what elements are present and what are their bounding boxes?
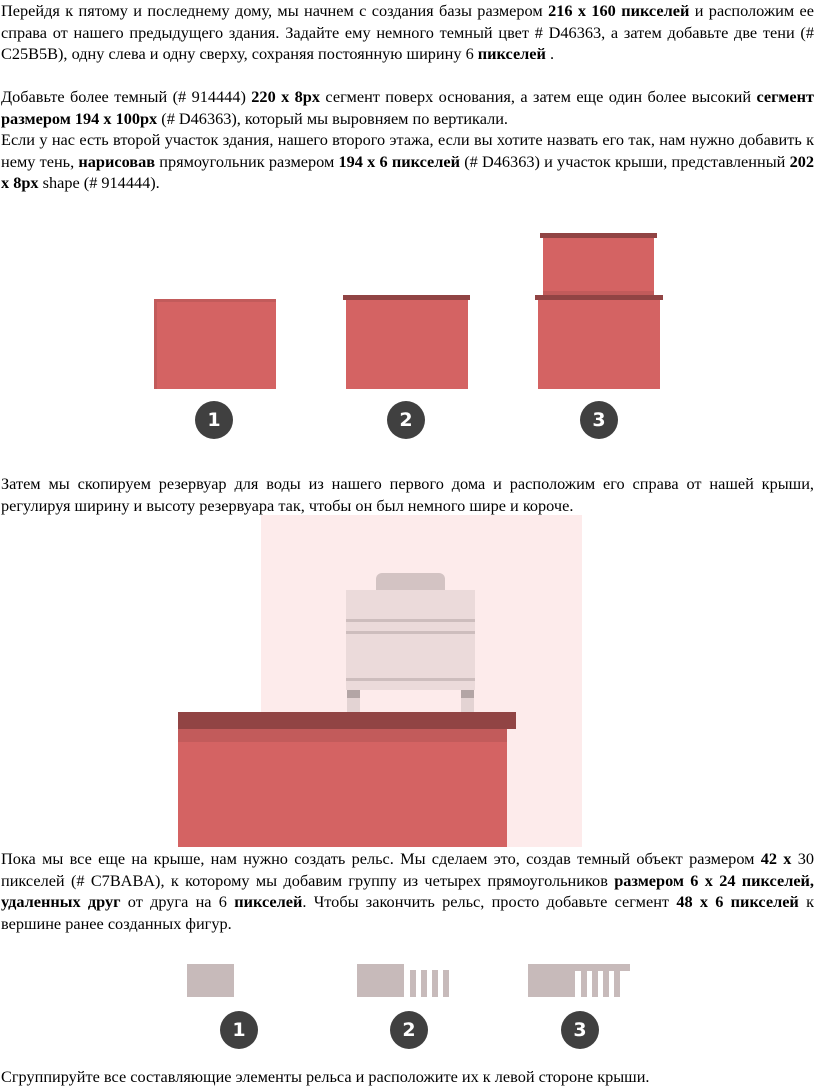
text-run: Перейдя к пятому и последнему дому, мы начнем с создания базы размером	[1, 1, 549, 20]
bold-text-run: 42 x	[760, 849, 792, 868]
tank-stripe	[346, 619, 475, 622]
rail-step2-block	[357, 964, 404, 997]
step-number-badge: 2	[387, 401, 425, 439]
text-run: shape (# 914444).	[38, 173, 160, 192]
paragraph-group-rail	[1, 1066, 814, 1088]
step1-base-shadow-left	[154, 299, 157, 389]
bold-text-run: 220 x 8px	[251, 87, 321, 106]
paragraph-second-floor	[1, 129, 814, 194]
bold-text-run: сегмент размером 194 x 100px	[1, 87, 814, 128]
rail-step2-bar	[443, 970, 449, 997]
text-run: сегмент поверх основания, а затем еще один более высокий	[320, 87, 757, 106]
tank-leg-left-joint	[347, 690, 360, 698]
step-number-badge: 2	[390, 1011, 428, 1049]
rail-step2-bar	[410, 970, 416, 997]
step-number-badge: 1	[195, 401, 233, 439]
text-run: Пока мы все еще на крыше, нам нужно создать рельс. Мы сделаем это, создав темный объект размером	[1, 849, 761, 868]
roof-segment	[178, 712, 516, 729]
text-run: Затем мы скопируем резервуар для воды из нашего первого дома и расположим его справа от нашей крыши, регулируя ширину и высоту резервуара так, чтобы он был немного шире и короче.	[1, 474, 814, 515]
bold-text-run: нарисовав	[78, 151, 156, 171]
paragraph-roof-segment	[1, 86, 814, 129]
text-run: (# D46363) и участок крыши, представленный	[460, 151, 790, 171]
text-run: .	[545, 44, 555, 63]
bold-text-run: пикселей	[234, 892, 303, 911]
rail-step3-block	[528, 964, 575, 997]
step-number-badge: 1	[220, 1011, 258, 1049]
text-run: прямоугольник размером	[155, 151, 339, 171]
bold-text-run: 48 x 6 пикселей	[676, 892, 799, 911]
rail-step3-bar	[614, 970, 620, 997]
rail-step2-bar	[421, 970, 427, 997]
paragraph-rail	[1, 848, 814, 934]
text-run: от друга на 6	[120, 892, 235, 911]
upper-floor	[178, 742, 507, 847]
rail-step1-block	[187, 964, 234, 997]
text-run: Сгруппируйте все составляющие элементы рельса и расположите их к левой стороне крыши.	[1, 1067, 650, 1086]
rail-step3-bar	[603, 970, 609, 997]
tank-body	[346, 590, 475, 690]
tank-lid	[376, 573, 445, 591]
tank-leg-right-joint	[461, 690, 474, 698]
text-run: 30 пикселей (# C7BABA), к которому мы добавим группу из четырех прямоугольников	[1, 849, 814, 890]
tank-stripe	[346, 631, 475, 634]
step-number-badge: 3	[580, 401, 618, 439]
text-run: . Чтобы закончить рельс, просто добавьте сегмент	[302, 892, 677, 911]
bold-text-run: размером 6 x 24 пикселей, удаленных друг	[1, 870, 815, 911]
bold-text-run: пикселей	[477, 44, 546, 63]
text-run: Если у нас есть второй участок здания, нашего второго этажа, если вы хотите назвать его так, нам нужно добавить к нему тень,	[1, 130, 814, 171]
paragraph-water-tank	[1, 473, 814, 516]
tank-stripe	[346, 678, 475, 681]
rail-step3-bar	[581, 970, 587, 997]
step1-base	[154, 299, 276, 389]
step1-base-shadow-top	[154, 299, 276, 302]
step3-base	[538, 300, 660, 389]
text-run: к вершине ранее созданных фигур.	[1, 892, 814, 933]
rail-step2-bar	[432, 970, 438, 997]
step-number-badge: 3	[561, 1011, 599, 1049]
rail-step3-bar	[592, 970, 598, 997]
text-run: Добавьте более темный (# 914444)	[1, 87, 252, 106]
text-run: и расположим ее справа от нашего предыдущего здания. Задайте ему немного темный цвет # D46363, а затем добавьте две тени (# C25B5B), одну слева и одну сверху, сохраняя постоянную ширину 6	[1, 1, 814, 63]
upper-shadow	[178, 729, 507, 742]
step2-base	[346, 300, 468, 389]
bold-text-run: 216 x 160 пикселей	[548, 1, 690, 20]
step3-upper-floor	[543, 238, 654, 295]
bold-text-run: 194 x 6 пикселей	[338, 151, 460, 171]
bold-text-run: 202 x 8px	[1, 151, 815, 192]
paragraph-base-instructions	[1, 0, 814, 65]
text-run: (# D46363), который мы выровняем по вертикали.	[157, 108, 508, 128]
